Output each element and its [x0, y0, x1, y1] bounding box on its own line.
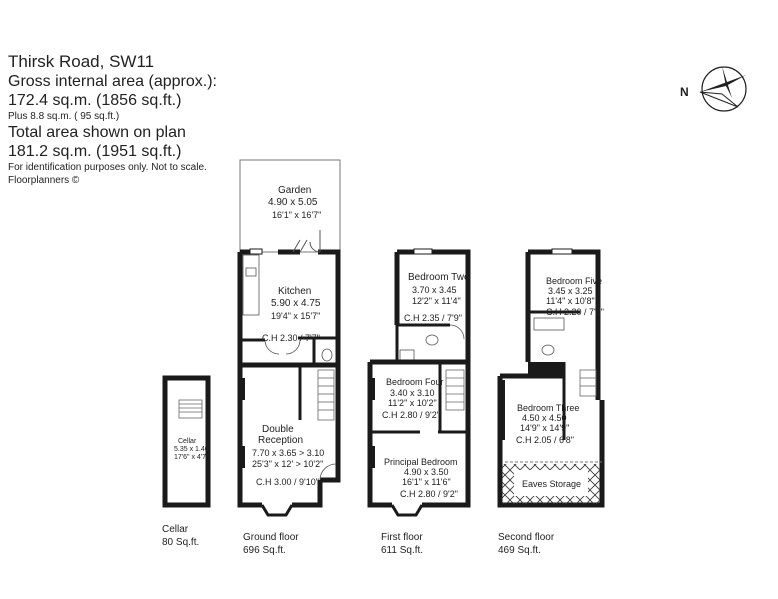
compass-north-label: N — [680, 85, 689, 99]
bedroom-two-name: Bedroom Two — [408, 272, 470, 283]
reception-ceiling-height: C.H 3.00 / 9'10" — [256, 477, 319, 487]
compass-icon — [680, 66, 746, 111]
garden-metric: 4.90 x 5.05 — [268, 197, 318, 208]
floor-name: First floor — [381, 532, 423, 543]
bedroom-four-imperial: 11'2" x 10'2" — [388, 398, 437, 408]
kitchen-metric: 5.90 x 4.75 — [271, 298, 321, 309]
floor-name: Ground floor — [243, 532, 299, 543]
floor-name: Second floor — [498, 532, 555, 543]
bedroom-five-metric: 3.45 x 3.25 — [548, 286, 593, 296]
bedroom-five-imperial: 11'4" x 10'8" — [546, 296, 595, 306]
bedroom-five-ceiling-height: C.H 2.20 / 7'3" — [546, 307, 604, 317]
floor-area: 696 Sq.ft. — [243, 545, 286, 556]
bedroom-four-name: Bedroom Four — [386, 377, 444, 387]
bedroom-two-metric: 3.70 x 3.45 — [412, 285, 457, 295]
cellar-metric: 5.35 x 1.40 — [174, 446, 209, 453]
reception-metric: 7.70 x 3.65 > 3.10 — [252, 448, 325, 458]
plus-area: Plus 8.8 sq.m. ( 95 sq.ft.) — [8, 111, 120, 122]
reception-name-line1: Double — [262, 424, 294, 435]
credit: Floorplanners © — [8, 175, 80, 186]
property-title: Thirsk Road, SW11 — [8, 52, 155, 71]
bedroom-four-ceiling-height: C.H 2.80 / 9'2" — [382, 410, 440, 420]
gross-area-value: 172.4 sq.m. (1856 sq.ft.) — [8, 92, 182, 109]
eaves-storage-label: Eaves Storage — [522, 479, 582, 489]
floor-caption-first — [381, 531, 423, 557]
reception-name-line2: Reception — [258, 435, 304, 446]
floor-area: 611 Sq.ft. — [381, 545, 424, 556]
floor-area: 469 Sq.ft. — [498, 545, 541, 556]
bedroom-three-ceiling-height: C.H 2.05 / 6'8" — [516, 435, 574, 445]
total-area-value: 181.2 sq.m. (1951 sq.ft.) — [8, 143, 182, 160]
bedroom-three-imperial: 14'9" x 14'9" — [520, 423, 570, 433]
gross-area-label: Gross internal area (approx.): — [8, 73, 217, 90]
bedroom-two-imperial: 12'2" x 11'4" — [412, 296, 461, 306]
principal-bedroom-metric: 4.90 x 3.50 — [404, 467, 449, 477]
bedroom-four-metric: 3.40 x 3.10 — [390, 388, 435, 398]
garden-imperial: 16'1" x 16'7" — [272, 210, 322, 220]
floor-caption-cellar — [162, 523, 199, 549]
garden-name: Garden — [278, 185, 312, 196]
cellar-name: Cellar — [178, 438, 197, 445]
bedroom-two-ceiling-height: C.H 2.35 / 7'9" — [404, 313, 462, 323]
kitchen-name: Kitchen — [278, 286, 312, 297]
bedroom-five-name: Bedroom Five — [546, 276, 603, 286]
principal-bedroom-ceiling-height: C.H 2.80 / 9'2" — [400, 489, 458, 499]
total-area-label: Total area shown on plan — [8, 124, 186, 141]
garden-label — [278, 185, 311, 197]
bedroom-three-metric: 4.50 x 4.50 — [522, 413, 567, 423]
principal-bedroom-name: Principal Bedroom — [384, 457, 458, 467]
reception-imperial: 25'3" x 12' > 10'2" — [252, 459, 324, 469]
floor-caption-ground — [243, 531, 299, 557]
floor-area: 80 Sq.ft. — [162, 537, 200, 548]
cellar-imperial: 17'6" x 4'7" — [174, 454, 209, 461]
principal-bedroom-imperial: 16'1" x 11'6" — [402, 477, 451, 487]
kitchen-ceiling-height: C.H 2.30 / 7'7" — [262, 333, 320, 343]
floor-caption-second — [498, 531, 554, 557]
kitchen-imperial: 19'4" x 15'7" — [271, 311, 321, 321]
disclaimer: For identification purposes only. Not to scale. — [8, 162, 207, 173]
bedroom-three-name: Bedroom Three — [517, 403, 580, 413]
floor-name: Cellar — [162, 524, 189, 535]
